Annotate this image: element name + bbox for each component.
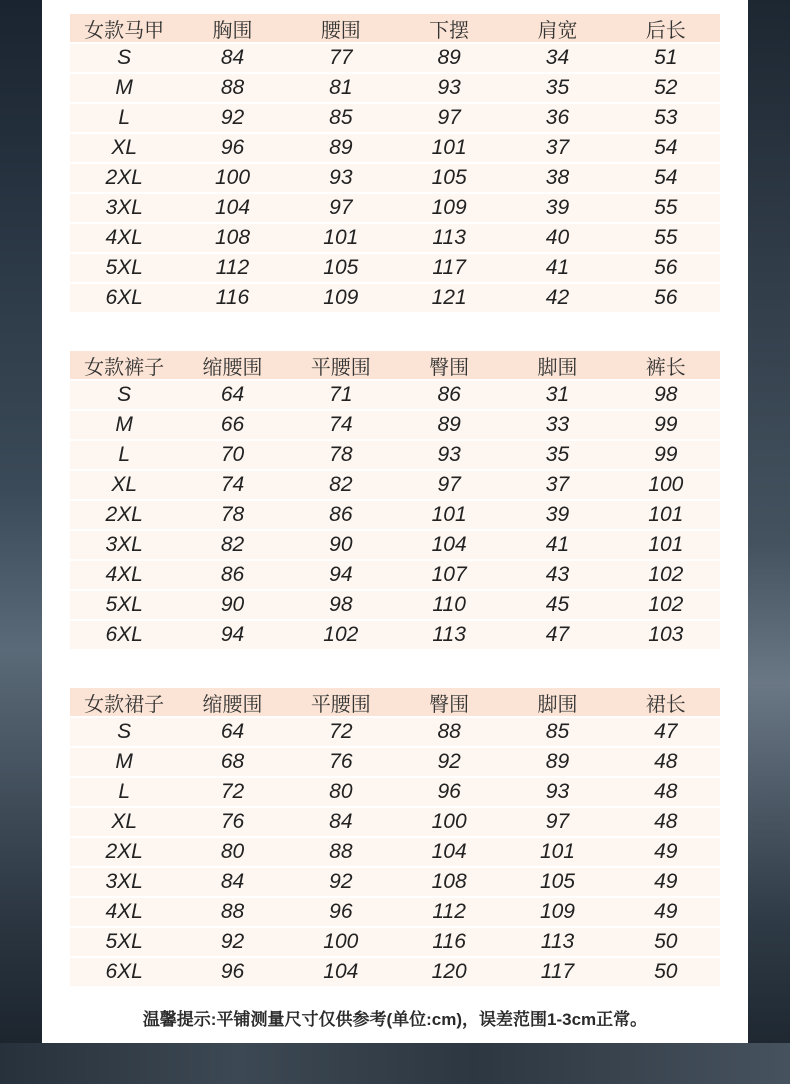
measurement-cell: 56	[654, 256, 678, 279]
measurement-cell: 104	[431, 533, 467, 556]
measurement-cell: 39	[545, 196, 570, 219]
measurement-cell: 35	[545, 76, 570, 99]
measurement-cell: 53	[654, 106, 678, 129]
measurement-cell: 52	[654, 76, 678, 99]
measurement-cell: 45	[545, 593, 570, 616]
measurement-cell: 64	[220, 720, 245, 743]
measurement-cell: 86	[329, 503, 353, 526]
measurement-cell: 88	[437, 720, 461, 743]
measurement-cell: 105	[431, 166, 467, 189]
measurement-cell: 97	[437, 473, 461, 496]
measurement-cell: 100	[323, 930, 359, 953]
measurement-cell: 37	[545, 136, 570, 159]
measurement-cell: 55	[654, 196, 678, 219]
table-row	[70, 194, 720, 224]
measurement-cell: 112	[432, 900, 466, 923]
table-row	[70, 224, 720, 254]
table-row	[70, 898, 720, 928]
size-label: 4XL	[105, 563, 143, 586]
measurement-cell: 101	[648, 533, 684, 556]
measurement-cell: 36	[545, 106, 570, 129]
measurement-cell: 48	[654, 750, 678, 773]
table-row	[70, 411, 720, 441]
column-header: 缩腰围	[202, 693, 263, 716]
measurement-cell: 92	[220, 930, 245, 953]
measurement-cell: 48	[654, 780, 678, 803]
measurement-cell: 72	[220, 780, 245, 803]
column-header: 下摆	[429, 19, 470, 42]
measurement-cell: 77	[329, 46, 353, 69]
table-row	[70, 958, 720, 988]
measurement-cell: 74	[329, 413, 353, 436]
measurement-cell: 96	[220, 136, 245, 159]
measurement-cell: 85	[545, 720, 570, 743]
size-label: 3XL	[105, 533, 143, 556]
table-row	[70, 104, 720, 134]
measurement-cell: 105	[539, 870, 575, 893]
size-label: L	[118, 780, 130, 803]
skirt-size-table	[70, 688, 720, 988]
column-header: 臀围	[429, 356, 470, 379]
measurement-cell: 109	[539, 900, 575, 923]
size-chart-card	[42, 0, 748, 1043]
table-row	[70, 501, 720, 531]
measurement-cell: 86	[220, 563, 245, 586]
measurement-cell: 113	[540, 930, 575, 953]
background-left	[0, 0, 42, 1084]
measurement-cell: 93	[329, 166, 353, 189]
measurement-cell: 116	[215, 286, 250, 309]
measurement-cell: 108	[214, 226, 251, 249]
measurement-cell: 82	[329, 473, 353, 496]
column-header: 肩宽	[537, 19, 578, 42]
measurement-cell: 101	[648, 503, 684, 526]
size-label: 5XL	[105, 256, 143, 279]
size-label: 5XL	[105, 930, 143, 953]
table-header-row	[70, 351, 720, 381]
measurement-cell: 84	[220, 870, 245, 893]
size-label: M	[115, 76, 133, 99]
measurement-cell: 120	[431, 960, 467, 983]
column-header: 后长	[645, 19, 686, 42]
table-row	[70, 868, 720, 898]
measurement-cell: 96	[329, 900, 353, 923]
measurement-cell: 113	[432, 623, 466, 646]
measurement-cell: 66	[220, 413, 245, 436]
table-row	[70, 748, 720, 778]
measurement-cell: 39	[545, 503, 570, 526]
measurement-cell: 54	[654, 136, 678, 159]
size-label: M	[115, 750, 133, 773]
table-row	[70, 928, 720, 958]
table-header-row	[70, 14, 720, 44]
measurement-cell: 49	[654, 840, 678, 863]
measurement-cell: 88	[220, 76, 245, 99]
measurement-cell: 78	[220, 503, 245, 526]
measurement-cell: 38	[545, 166, 570, 189]
table-row	[70, 838, 720, 868]
measurement-cell: 117	[540, 960, 575, 983]
table-row	[70, 44, 720, 74]
measurement-cell: 47	[545, 623, 570, 646]
size-label: S	[117, 46, 132, 69]
measurement-cell: 93	[437, 443, 461, 466]
table-row	[70, 284, 720, 314]
measurement-cell: 116	[432, 930, 466, 953]
measurement-cell: 97	[545, 810, 570, 833]
size-label: XL	[111, 810, 137, 833]
table-row	[70, 74, 720, 104]
size-label: M	[115, 413, 133, 436]
measurement-cell: 48	[654, 810, 678, 833]
measurement-cell: 92	[437, 750, 461, 773]
measurement-cell: 98	[329, 593, 353, 616]
measurement-cell: 89	[437, 46, 461, 69]
measurement-cell: 35	[545, 443, 570, 466]
measurement-cell: 78	[329, 443, 353, 466]
measurement-cell: 84	[220, 46, 245, 69]
measurement-cell: 109	[323, 286, 359, 309]
size-label: 4XL	[105, 900, 143, 923]
column-header: 腰围	[320, 19, 361, 42]
size-label: S	[117, 383, 132, 406]
measurement-cell: 50	[654, 960, 678, 983]
column-header: 脚围	[537, 693, 578, 716]
size-label: XL	[111, 136, 137, 159]
measurement-cell: 40	[545, 226, 570, 249]
measurement-cell: 89	[437, 413, 461, 436]
measurement-cell: 100	[648, 473, 684, 496]
measurement-cell: 93	[545, 780, 570, 803]
measurement-cell: 64	[220, 383, 245, 406]
measurement-cell: 107	[431, 563, 467, 586]
table-row	[70, 441, 720, 471]
measurement-cell: 55	[654, 226, 678, 249]
measurement-cell: 100	[431, 810, 467, 833]
size-label: 4XL	[105, 226, 143, 249]
measurement-cell: 112	[215, 256, 250, 279]
measurement-cell: 100	[214, 166, 251, 189]
size-label: 6XL	[105, 960, 143, 983]
measurement-cell: 41	[545, 256, 570, 279]
pants-size-table	[70, 351, 720, 651]
measurement-cell: 94	[329, 563, 353, 586]
measurement-cell: 105	[323, 256, 359, 279]
table-header-row	[70, 688, 720, 718]
table-row	[70, 621, 720, 651]
measurement-cell: 94	[220, 623, 245, 646]
measurement-cell: 93	[437, 76, 461, 99]
measurement-cell: 101	[539, 840, 575, 863]
measurement-cell: 85	[329, 106, 353, 129]
measurement-cell: 92	[220, 106, 245, 129]
measurement-cell: 42	[545, 286, 570, 309]
table-row	[70, 471, 720, 501]
measurement-cell: 89	[545, 750, 570, 773]
measurement-cell: 37	[545, 473, 570, 496]
column-header: 裙长	[645, 693, 686, 716]
measurement-cell: 56	[654, 286, 678, 309]
table-row	[70, 718, 720, 748]
measurement-cell: 80	[329, 780, 353, 803]
measurement-cell: 98	[654, 383, 678, 406]
measurement-cell: 96	[437, 780, 461, 803]
column-header: 脚围	[537, 356, 578, 379]
column-header: 臀围	[429, 693, 470, 716]
measurement-cell: 71	[329, 383, 353, 406]
measurement-cell: 54	[654, 166, 678, 189]
measurement-cell: 104	[323, 960, 359, 983]
measurement-note: 温馨提示:平铺测量尺寸仅供参考(单位:cm)，误差范围1-3cm正常。	[142, 1010, 648, 1029]
column-header: 平腰围	[310, 693, 371, 716]
measurement-cell: 101	[323, 226, 359, 249]
size-label: 3XL	[105, 870, 143, 893]
table-row	[70, 254, 720, 284]
size-label: L	[118, 106, 130, 129]
column-header: 女款裤子	[84, 356, 165, 379]
measurement-cell: 102	[323, 623, 359, 646]
measurement-cell: 99	[654, 413, 678, 436]
size-label: 6XL	[105, 623, 143, 646]
measurement-cell: 102	[648, 563, 684, 586]
measurement-cell: 97	[437, 106, 461, 129]
column-header: 缩腰围	[202, 356, 263, 379]
measurement-cell: 70	[220, 443, 245, 466]
measurement-cell: 50	[654, 930, 678, 953]
column-header: 胸围	[212, 19, 253, 42]
column-header: 平腰围	[310, 356, 371, 379]
size-label: 6XL	[105, 286, 143, 309]
measurement-cell: 88	[329, 840, 353, 863]
column-header: 裤长	[645, 356, 686, 379]
size-label: 2XL	[105, 166, 143, 189]
measurement-cell: 84	[329, 810, 353, 833]
measurement-cell: 92	[329, 870, 353, 893]
measurement-cell: 101	[431, 136, 467, 159]
measurement-cell: 31	[545, 383, 570, 406]
table-row	[70, 134, 720, 164]
measurement-cell: 82	[220, 533, 245, 556]
measurement-cell: 76	[329, 750, 353, 773]
size-label: 2XL	[105, 503, 143, 526]
column-header: 女款马甲	[84, 19, 165, 42]
background-bottom	[0, 1043, 790, 1084]
measurement-cell: 80	[220, 840, 245, 863]
table-row	[70, 531, 720, 561]
measurement-cell: 49	[654, 870, 678, 893]
measurement-cell: 89	[329, 136, 353, 159]
measurement-cell: 86	[437, 383, 461, 406]
size-label: XL	[111, 473, 137, 496]
measurement-cell: 117	[432, 256, 466, 279]
measurement-cell: 110	[432, 593, 466, 616]
measurement-cell: 41	[545, 533, 570, 556]
measurement-cell: 76	[220, 810, 245, 833]
measurement-cell: 101	[431, 503, 467, 526]
table-row	[70, 808, 720, 838]
size-label: 5XL	[105, 593, 143, 616]
table-row	[70, 381, 720, 411]
size-label: 3XL	[105, 196, 143, 219]
measurement-cell: 109	[431, 196, 467, 219]
table-row	[70, 164, 720, 194]
size-label: S	[117, 720, 132, 743]
measurement-cell: 88	[220, 900, 245, 923]
column-header: 女款裙子	[84, 693, 165, 716]
measurement-cell: 108	[431, 870, 467, 893]
size-label: 2XL	[105, 840, 143, 863]
table-row	[70, 591, 720, 621]
background-right	[748, 0, 790, 1084]
measurement-cell: 104	[431, 840, 467, 863]
measurement-cell: 43	[545, 563, 570, 586]
measurement-cell: 68	[220, 750, 245, 773]
measurement-cell: 90	[329, 533, 353, 556]
size-label: L	[118, 443, 130, 466]
measurement-cell: 97	[329, 196, 353, 219]
table-row	[70, 561, 720, 591]
measurement-cell: 51	[654, 46, 678, 69]
measurement-cell: 104	[214, 196, 251, 219]
measurement-cell: 49	[654, 900, 678, 923]
measurement-cell: 81	[329, 76, 353, 99]
measurement-cell: 102	[648, 593, 684, 616]
measurement-cell: 33	[545, 413, 570, 436]
measurement-cell: 96	[220, 960, 245, 983]
vest-size-table	[70, 14, 720, 314]
measurement-cell: 99	[654, 443, 678, 466]
measurement-cell: 113	[432, 226, 466, 249]
measurement-cell: 72	[329, 720, 353, 743]
measurement-cell: 103	[648, 623, 684, 646]
measurement-cell: 121	[431, 286, 467, 309]
table-row	[70, 778, 720, 808]
measurement-cell: 74	[220, 473, 245, 496]
measurement-cell: 90	[220, 593, 245, 616]
measurement-cell: 34	[545, 46, 570, 69]
measurement-cell: 47	[654, 720, 678, 743]
